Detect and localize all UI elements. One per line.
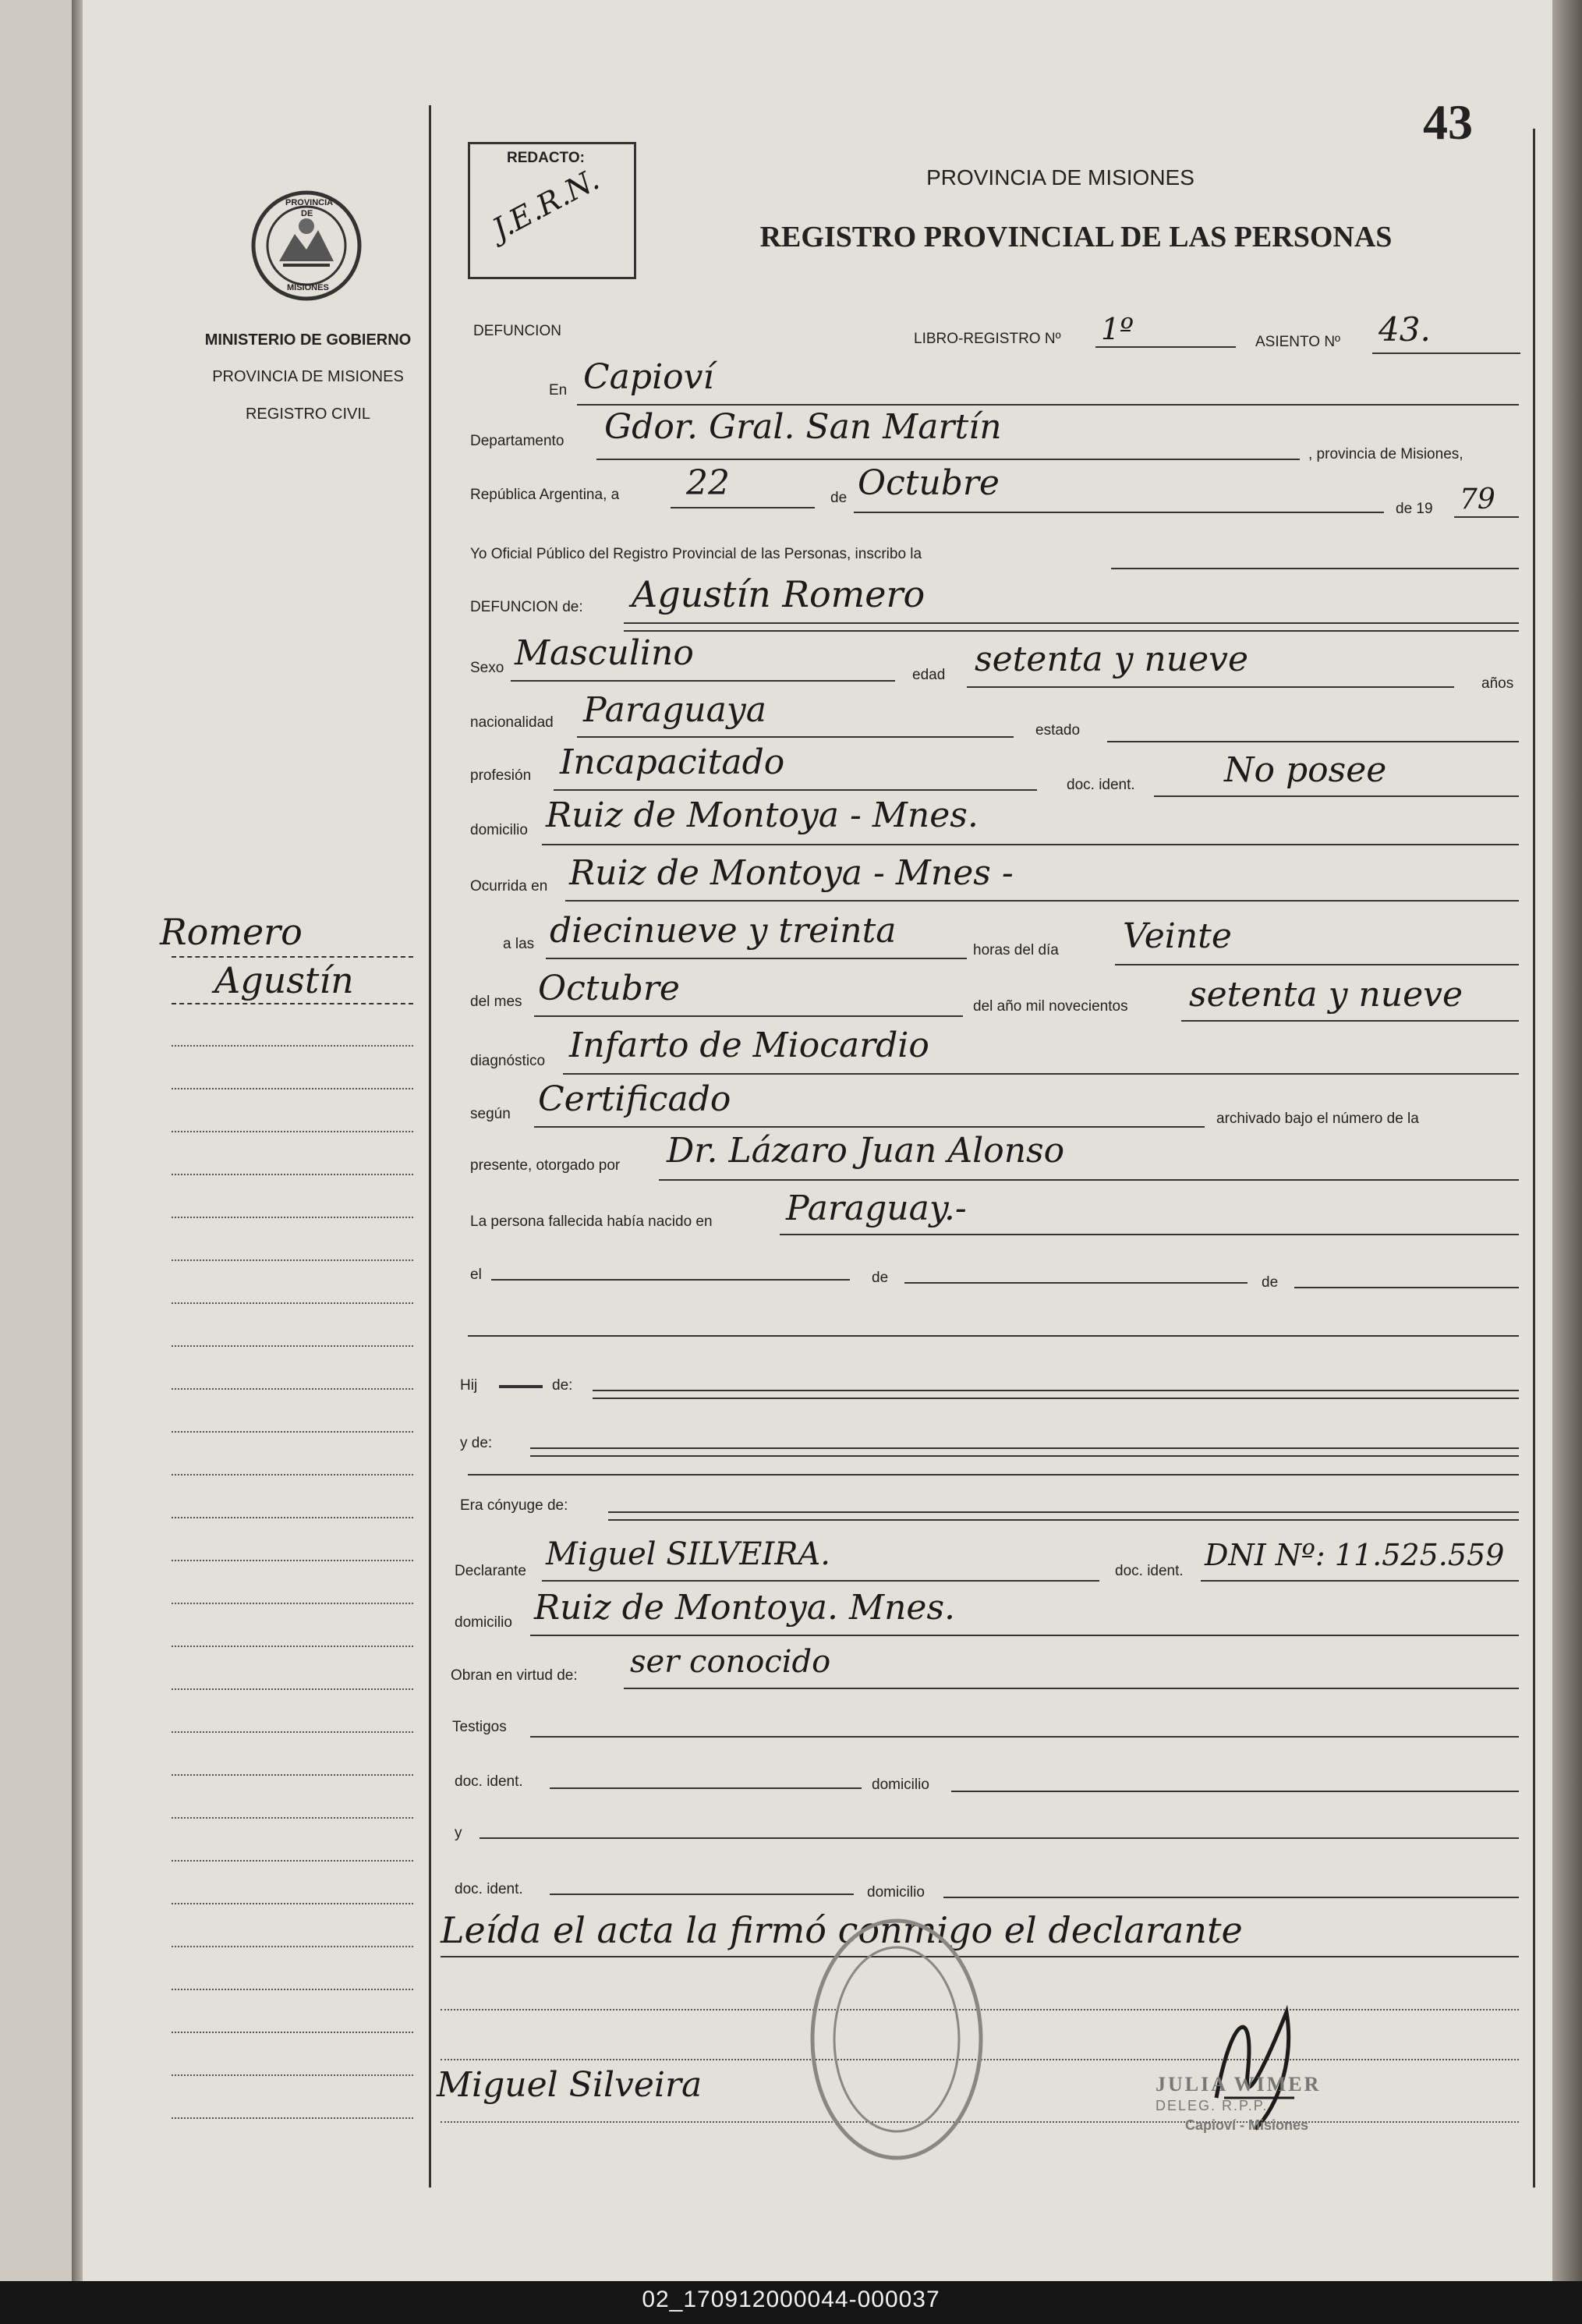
lugar-value: Capioví xyxy=(583,357,714,397)
domicilio-value: Ruiz de Montoya - Mnes. xyxy=(546,795,979,835)
form-line xyxy=(530,1635,1519,1636)
ministry-line-1: MINISTERIO DE GOBIERNO xyxy=(204,331,412,349)
form-line xyxy=(1095,346,1236,348)
form-line xyxy=(608,1511,1519,1513)
oficial-text: Yo Oficial Público del Registro Provincial de las Personas, inscribo la xyxy=(470,546,922,562)
margin-line xyxy=(172,1088,413,1089)
departamento-value: Gdor. Gral. San Martín xyxy=(604,407,1002,447)
asiento-value: 43. xyxy=(1378,310,1431,349)
form-line xyxy=(671,507,815,508)
form-line xyxy=(499,1385,543,1388)
edad-label: edad xyxy=(912,667,946,683)
form-line xyxy=(951,1791,1519,1792)
form-line xyxy=(854,512,1384,513)
margin-given-name: Agustín xyxy=(214,959,354,1001)
form-line xyxy=(1454,516,1519,518)
y-de-label: y de: xyxy=(460,1435,493,1451)
obran-value: ser conocido xyxy=(630,1644,831,1680)
form-line xyxy=(534,1126,1205,1128)
departamento-label: Departamento xyxy=(470,433,564,449)
provincial-seal xyxy=(248,187,365,304)
form-line xyxy=(577,404,1519,406)
margin-line xyxy=(172,1560,413,1561)
conyuge-label: Era cónyuge de: xyxy=(460,1497,568,1514)
redacto-initials: J.E.R.N. xyxy=(487,161,605,247)
hij-label: Hij xyxy=(460,1377,478,1394)
republica-label: República Argentina, a xyxy=(470,487,620,503)
margin-line xyxy=(172,2117,413,2119)
oval-stamp-icon xyxy=(807,1915,986,2164)
margin-line xyxy=(172,1003,413,1004)
form-line xyxy=(1201,1580,1519,1582)
form-line xyxy=(542,1580,1099,1582)
margin-line xyxy=(172,1646,413,1647)
nacionalidad-label: nacionalidad xyxy=(470,714,554,731)
margin-line xyxy=(172,1517,413,1518)
ano-value: 79 xyxy=(1460,484,1495,515)
profesion-value: Incapacitado xyxy=(560,742,785,782)
del-ano-label: del año mil novecientos xyxy=(973,998,1128,1015)
estado-label: estado xyxy=(1035,722,1081,739)
form-line xyxy=(659,1179,1519,1181)
margin-line xyxy=(172,1860,413,1862)
official-stamp-name: JULIA WIMER xyxy=(1156,2073,1322,2095)
margin-surname: Romero xyxy=(160,911,303,953)
segun-value: Certificado xyxy=(538,1079,731,1119)
sexo-label: Sexo xyxy=(470,660,504,676)
form-line xyxy=(780,1234,1519,1235)
horas-dia-label: horas del día xyxy=(973,942,1059,958)
page-stack-edge xyxy=(1552,0,1582,2281)
form-line xyxy=(904,1282,1248,1284)
ocurrida-label: Ocurrida en xyxy=(470,878,548,895)
y-label: y xyxy=(455,1825,462,1841)
form-line xyxy=(565,900,1519,902)
form-line xyxy=(1181,1020,1519,1022)
declarante-domicilio-label: domicilio xyxy=(455,1614,512,1631)
diagnostico-value: Infarto de Miocardio xyxy=(569,1026,929,1065)
form-line xyxy=(530,1455,1519,1457)
margin-line xyxy=(172,1474,413,1476)
margin-line xyxy=(172,1903,413,1904)
declarante-signature: Miguel Silveira xyxy=(437,2065,703,2105)
mes-fallecimiento-value: Octubre xyxy=(538,969,680,1008)
mes-value: Octubre xyxy=(858,463,1000,503)
testigo1-doc-label: doc. ident. xyxy=(455,1773,523,1790)
margin-line xyxy=(172,1345,413,1347)
official-stamp-place: Capioví - Misiones xyxy=(1185,2117,1309,2133)
margin-line xyxy=(172,1302,413,1304)
asiento-label: ASIENTO Nº xyxy=(1255,334,1340,350)
del-mes-label: del mes xyxy=(470,994,522,1010)
en-label: En xyxy=(549,382,568,399)
dia-fallecimiento-value: Veinte xyxy=(1123,916,1232,956)
hora-value: diecinueve y treinta xyxy=(550,911,897,951)
otorgado-label: presente, otorgado por xyxy=(470,1157,621,1174)
doc-ident-label: doc. ident. xyxy=(1067,777,1135,793)
nacido-en-value: Paraguay.- xyxy=(786,1189,967,1228)
de-19-label: de 19 xyxy=(1396,501,1433,517)
medico-value: Dr. Lázaro Juan Alonso xyxy=(667,1131,1065,1171)
testigo2-domicilio-label: domicilio xyxy=(867,1884,925,1901)
domicilio-label: domicilio xyxy=(470,822,528,838)
form-line xyxy=(624,622,1519,624)
form-line xyxy=(596,459,1300,460)
form-line xyxy=(624,630,1519,632)
margin-line xyxy=(172,1731,413,1733)
testigo2-doc-label: doc. ident. xyxy=(455,1881,523,1897)
nacionalidad-value: Paraguaya xyxy=(583,690,766,730)
official-stamp-title: DELEG. R.P.P. xyxy=(1156,2098,1269,2113)
header-registry: REGISTRO PROVINCIAL DE LAS PERSONAS xyxy=(759,221,1393,253)
declarante-doc-label: doc. ident. xyxy=(1115,1563,1184,1579)
form-line xyxy=(593,1398,1519,1399)
right-column-rule xyxy=(1533,129,1535,2188)
provincia-label: , provincia de Misiones, xyxy=(1308,446,1463,462)
form-line xyxy=(468,1335,1519,1337)
form-line xyxy=(468,1474,1519,1476)
form-line xyxy=(1372,352,1520,354)
margin-line xyxy=(172,1174,413,1175)
margin-line xyxy=(172,1045,413,1047)
margin-line xyxy=(172,1131,413,1132)
testigo1-domicilio-label: domicilio xyxy=(872,1777,929,1793)
redacto-label: REDACTO: xyxy=(507,150,585,166)
form-line xyxy=(563,1073,1519,1075)
form-line xyxy=(554,789,1037,791)
seal-text-1: PROVINCIA xyxy=(285,198,334,207)
form-line xyxy=(511,680,895,682)
margin-line xyxy=(172,1259,413,1261)
dia-value: 22 xyxy=(686,463,730,503)
obran-label: Obran en virtud de: xyxy=(451,1667,578,1684)
seal-text-3: MISIONES xyxy=(287,283,329,292)
declarante-value: Miguel SILVEIRA. xyxy=(546,1536,830,1572)
sexo-value: Masculino xyxy=(515,633,694,673)
hij-de-label: de: xyxy=(552,1377,573,1394)
margin-line xyxy=(172,2074,413,2076)
registry-oval-stamp xyxy=(807,1915,986,2164)
de-label: de xyxy=(830,490,848,506)
form-line xyxy=(1111,568,1519,569)
page-number: 43 xyxy=(1423,94,1473,150)
form-line xyxy=(624,1688,1519,1689)
defuncion-de-label: DEFUNCION de: xyxy=(470,599,583,615)
form-line xyxy=(542,844,1519,845)
margin-line xyxy=(172,1388,413,1390)
image-identifier: 02_170912000044-000037 xyxy=(642,2287,940,2312)
margin-line xyxy=(172,1817,413,1819)
form-line xyxy=(546,958,967,959)
margin-line xyxy=(172,1431,413,1433)
segun-label: según xyxy=(470,1106,511,1122)
margin-line xyxy=(172,1774,413,1776)
margin-line xyxy=(172,1688,413,1690)
margin-line xyxy=(172,956,413,958)
libro-value: 1º xyxy=(1101,312,1134,346)
declarante-label: Declarante xyxy=(455,1563,526,1579)
doc-ident-value: No posee xyxy=(1224,750,1387,790)
de-label-3: de xyxy=(1262,1274,1279,1291)
form-line xyxy=(530,1736,1519,1738)
form-line xyxy=(550,1787,862,1789)
form-line xyxy=(1115,964,1519,965)
form-line xyxy=(593,1390,1519,1391)
form-line xyxy=(491,1279,850,1281)
margin-line xyxy=(172,1603,413,1604)
edad-value: setenta y nueve xyxy=(975,639,1249,679)
form-line xyxy=(943,1897,1519,1898)
ocurrida-value: Ruiz de Montoya - Mnes - xyxy=(569,853,1014,893)
anos-label: años xyxy=(1481,675,1514,692)
diagnostico-label: diagnóstico xyxy=(470,1053,546,1069)
form-line xyxy=(1294,1287,1519,1288)
el-label: el xyxy=(470,1267,482,1283)
nombre-value: Agustín Romero xyxy=(632,573,925,615)
libro-label: LIBRO-REGISTRO Nº xyxy=(914,331,1061,347)
margin-line xyxy=(172,1946,413,1947)
book-spine xyxy=(72,0,83,2281)
de-label-2: de xyxy=(872,1270,889,1286)
header-province: PROVINCIA DE MISIONES xyxy=(926,165,1194,190)
defuncion-title: DEFUNCION xyxy=(473,323,561,339)
seal-text-2: DE xyxy=(301,209,313,218)
ministry-line-3: REGISTRO CIVIL xyxy=(245,406,371,423)
form-line xyxy=(1154,795,1519,797)
archivado-label: archivado bajo el número de la xyxy=(1216,1111,1419,1127)
declarante-doc-value: DNI Nº: 11.525.559 xyxy=(1205,1538,1505,1572)
profesion-label: profesión xyxy=(470,767,532,784)
form-line xyxy=(534,1015,963,1017)
testigos-label: Testigos xyxy=(452,1719,507,1735)
form-line xyxy=(1107,741,1519,742)
margin-line xyxy=(172,1217,413,1218)
previous-page-edge xyxy=(0,0,74,2281)
form-line xyxy=(608,1519,1519,1521)
ministry-line-2: PROVINCIA DE MISIONES xyxy=(212,368,404,385)
form-line xyxy=(480,1837,1519,1839)
a-las-label: a las xyxy=(503,936,535,952)
form-line xyxy=(530,1447,1519,1449)
margin-line xyxy=(172,1989,413,1990)
form-line xyxy=(577,736,1014,738)
declarante-domicilio-value: Ruiz de Montoya. Mnes. xyxy=(534,1588,956,1628)
leida-statement: Leída el acta la firmó conmigo el declarante xyxy=(441,1909,1243,1951)
nacido-label: La persona fallecida había nacido en xyxy=(470,1213,713,1230)
form-line xyxy=(550,1894,854,1895)
margin-line xyxy=(172,2032,413,2033)
ano-fallecimiento-value: setenta y nueve xyxy=(1189,975,1463,1015)
form-line xyxy=(967,686,1454,688)
